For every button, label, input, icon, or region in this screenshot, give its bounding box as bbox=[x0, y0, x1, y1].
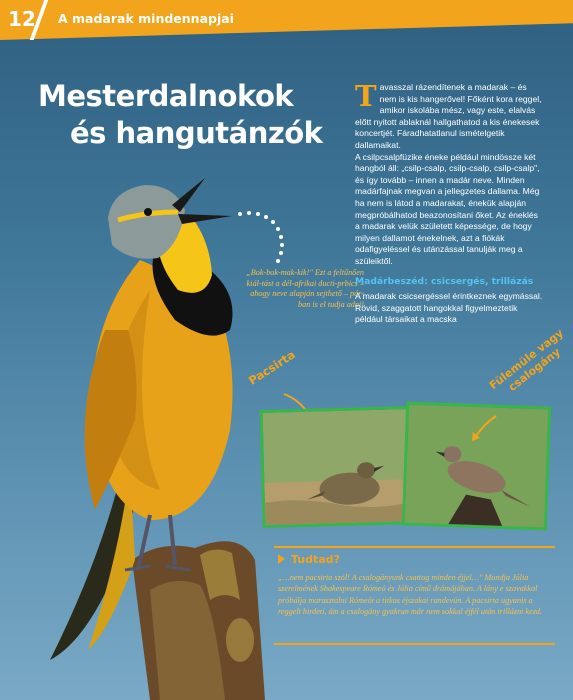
triangle-arrow-icon bbox=[278, 554, 285, 564]
paragraph-second: A csilpcsalpfüzike éneke például mindössze két hangból áll: „csilp-csalp, csilp-csalp, csilp-csalp", és így tovább – innen a madár neve. Minden madárfajnak megvan a jellegzetes dallama. Még ha nem is látod a madarakat, énekük alapján megpróbálhatod beazonosítani őket. Az éneklés a madarak velük született képessége, de hogy milyen dallamot énekelnek, azt a fiókák odafigyeléssel és utánzással tanulják meg a szüleiktől. bbox=[355, 151, 540, 266]
paragraph-third: A madarak csicsergéssel érintkeznek egymással. Rövid, szaggatott hangokkal figyelmeztetik például társaikat a macska bbox=[355, 291, 543, 325]
headline-line-1: Mesterdalnokok bbox=[38, 79, 294, 113]
drop-cap: T bbox=[355, 79, 377, 113]
did-you-know-top-rule bbox=[274, 546, 555, 548]
paragraph-intro-text: avasszal rázendítenek a madarak – és nem is kis hangerővel! Főként kora reggel, amikor iskolába mész, vagy este, elalvás előtt nyitott ablaknál hallgathatod a kis énekesek koncertjét. Fáradhatatlanul ismételgetik dallamaikat. bbox=[355, 82, 542, 150]
lark-label: Pacsirta bbox=[246, 347, 298, 388]
paragraph-intro bbox=[355, 79, 545, 152]
section-title: A madarak mindennapjai bbox=[58, 11, 234, 26]
bird-caption: „Bok-bok-mak-kik!" Ezt a feltűnően kiál-tást a dél-afrikai ducti-prbics – ahogy neve alapján sejthető – pár-ban is el tudja adni! bbox=[246, 268, 364, 309]
did-you-know-bottom-rule bbox=[274, 643, 555, 645]
article-body bbox=[355, 79, 545, 326]
page-headline bbox=[38, 78, 338, 152]
subheading: Madárbeszéd: csicsergés, trillázás bbox=[355, 275, 534, 287]
nightingale-pointer-arrow bbox=[466, 412, 500, 446]
lark-photo bbox=[259, 406, 412, 528]
did-you-know-heading bbox=[278, 553, 340, 566]
did-you-know-heading-text: Tudtad? bbox=[291, 553, 340, 566]
nightingale-label: Fülemüle vagy csalogány bbox=[486, 326, 566, 394]
page-number: 12 bbox=[8, 7, 36, 31]
did-you-know-text: „…nem pacsirta szól! A csalogányunk csattog minden éjjel…" Mondja Júlia szerelmének Shakespeare Rómeó és Júlia című drámájában. A lány e szavakkal próbálja marasztalni Rómeót a titkos éjszakai randevún. A pacsirta ugyanis a reggelt hirdeti, ám a csalogány gyakran már nem sokkal éjfél után trillázni kezd. bbox=[278, 573, 543, 617]
headline-line-2: és hangutánzók bbox=[70, 116, 323, 150]
